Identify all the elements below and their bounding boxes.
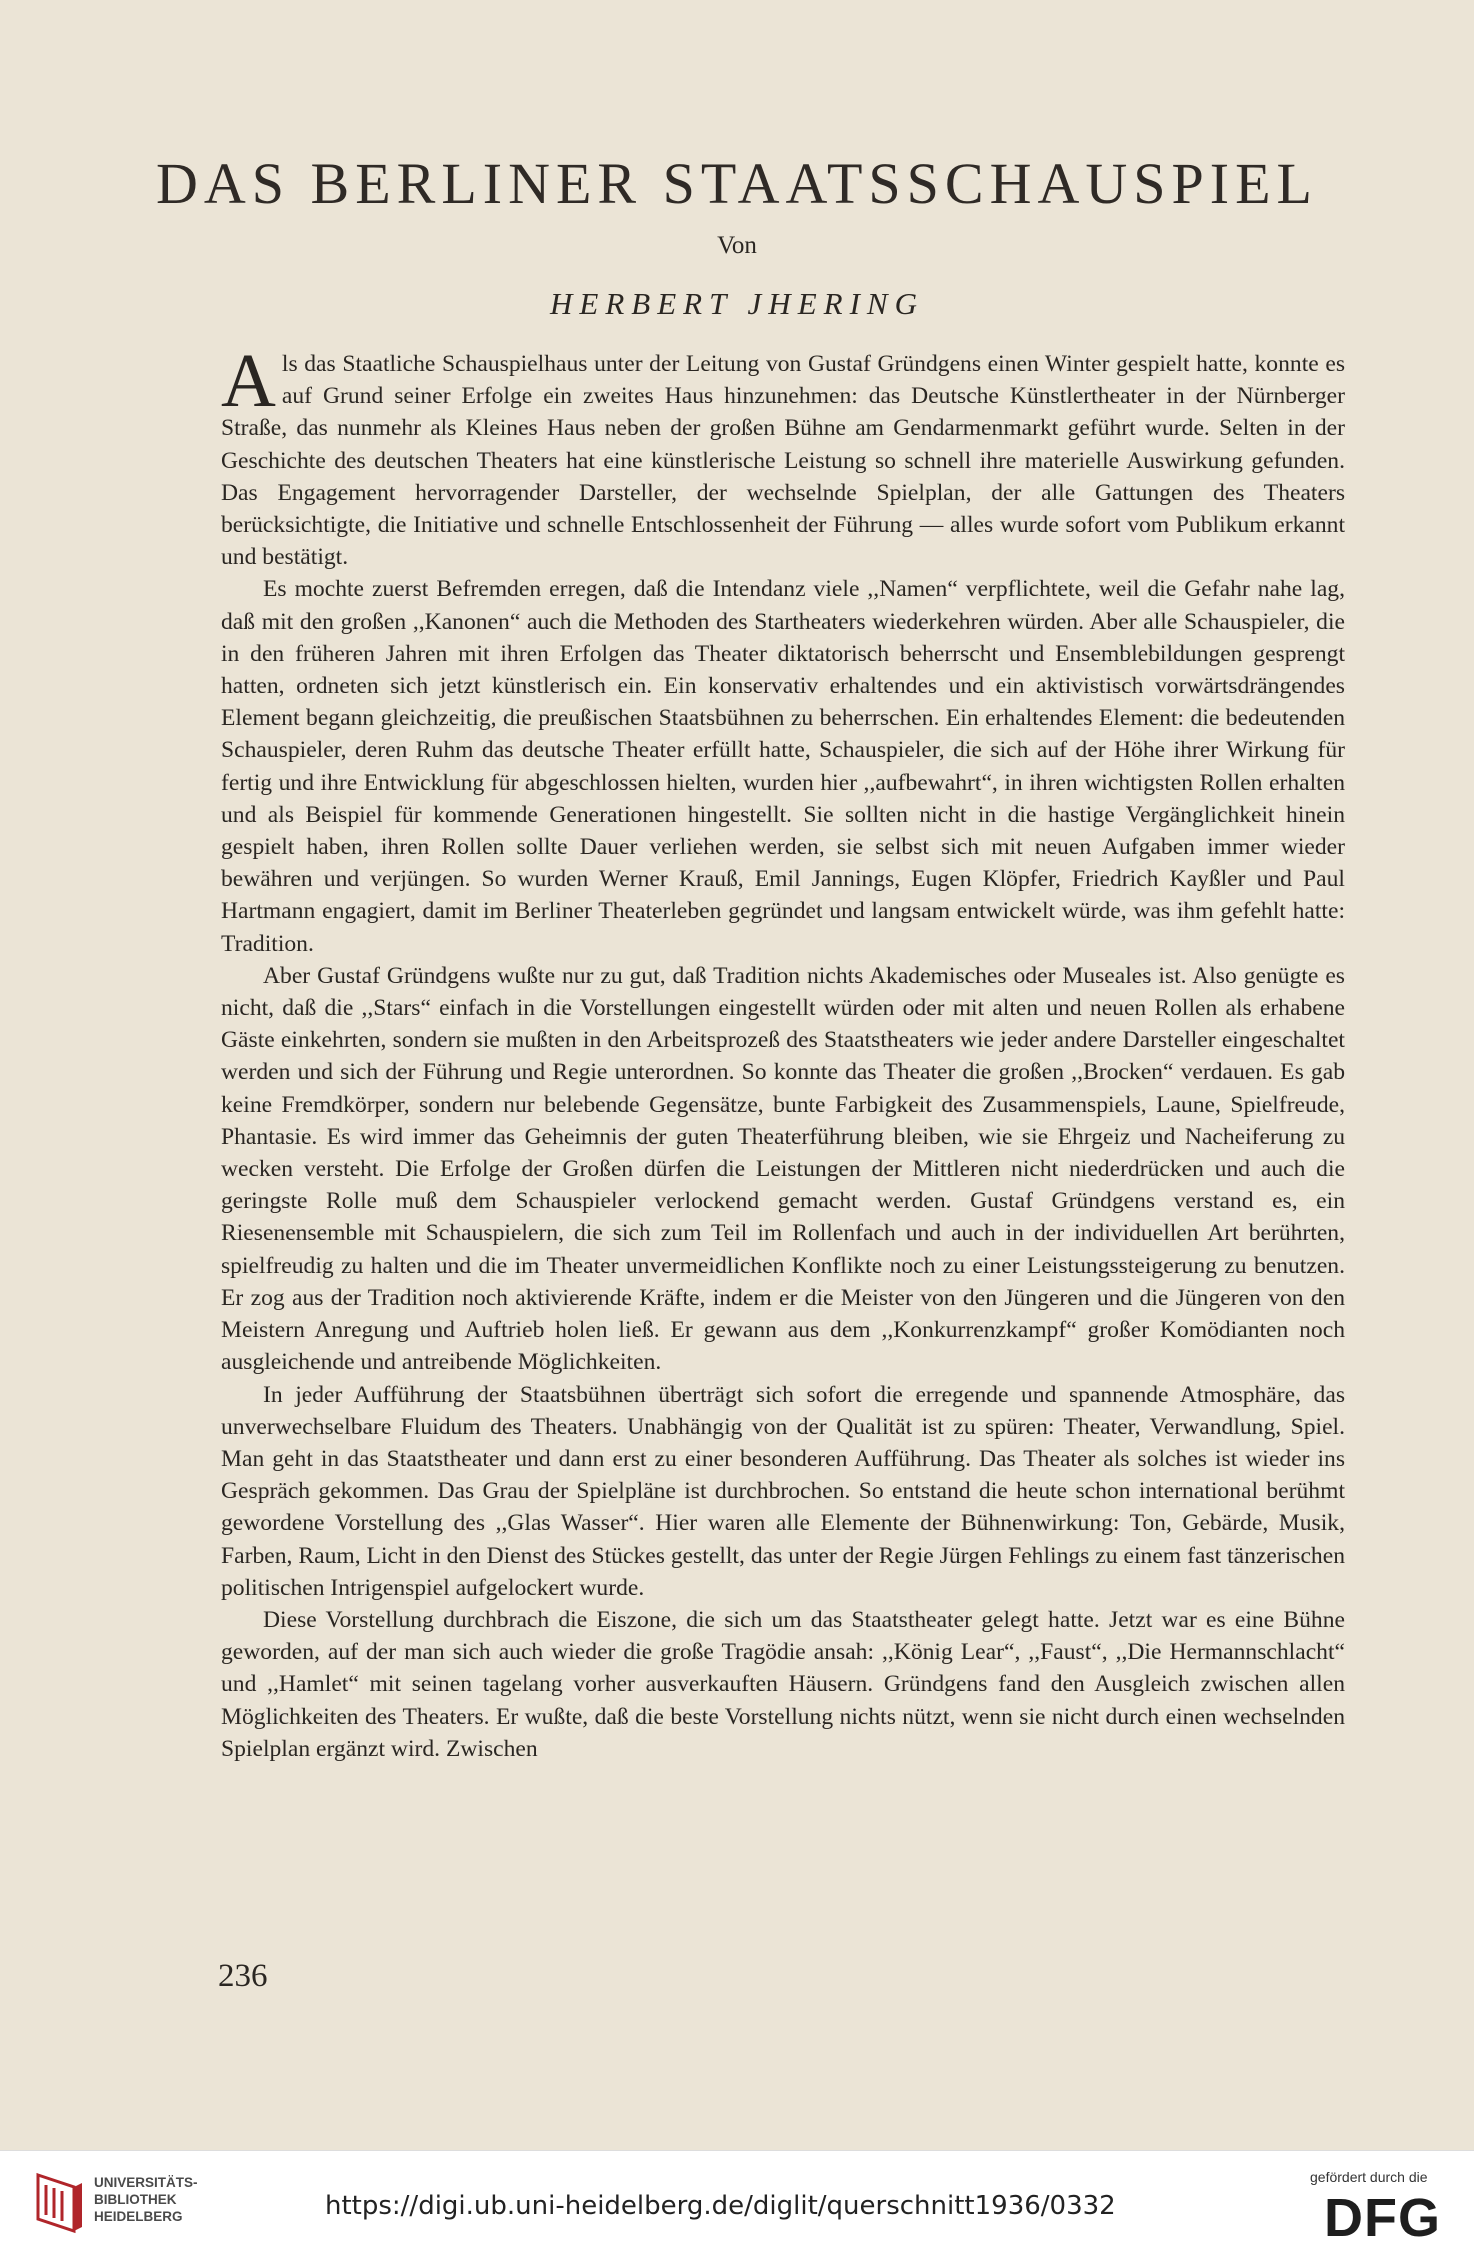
page-number: 236 <box>218 1958 268 1994</box>
permalink-url[interactable]: https://digi.ub.uni-heidelberg.de/diglit/querschnitt1936/0332 <box>325 2191 1116 2221</box>
dfg-logo[interactable]: DFG <box>1324 2188 1441 2248</box>
paragraph-2: Es mochte zuerst Befremden erregen, daß die Intendanz viele ,,Namen“ verpflichtete, weil die Gefahr nahe lag, daß mit den großen ,,Kanonen“ auch die Methoden des Startheaters wiederkehren würden. Aber alle Schauspieler, die in den früheren Jahren mit ihren Erfolgen das Theater diktatorisch beherrscht und Ensemblebildungen gesprengt hatten, ordneten sich jetzt künstlerisch ein. Ein konservativ erhaltendes und ein aktivistisch vorwärtsdrängendes Element begann gleichzeitig, die preußischen Staatsbühnen zu beherrschen. Ein erhaltendes Element: die bedeutenden Schauspieler, deren Ruhm das deutsche Theater erfüllt hatte, Schauspieler, die sich auf der Höhe ihrer Wirkung für fertig und ihre Entwicklung für abgeschlossen hielten, wurden hier ,,aufbewahrt“, in ihren wichtigsten Rollen erhalten und als Beispiel für kommende Generationen hingestellt. Sie sollten nicht in die hastige Vergänglichkeit hinein gespielt haben, ihren Rollen sollte Dauer verliehen werden, sie selbst sich mit neuen Aufgaben immer wieder bewähren und verjüngen. So wurden Werner Krauß, Emil Jannings, Eugen Klöpfer, Friedrich Kayßler und Paul Hartmann engagiert, damit im Berliner Theaterleben gegründet und langsam entwickelt würde, was ihm gefehlt hatte: Tradition. <box>221 576 1345 957</box>
paragraph-1-text: ls das Staatliche Schauspielhaus unter der Leitung von Gustaf Gründgens einen Winter gespielt hatte, konnte es auf Grund seiner Erfolge ein zweites Haus hinzunehmen: das Deutsche Künstlertheater in der Nürnberger Straße, das nunmehr als Kleines Haus neben der großen Bühne am Gendarmenmarkt geführt wurde. Selten in der Geschichte des deutschen Theaters hat eine künstlerische Leistung so schnell ihre materielle Auswirkung gefunden. Das Engagement hervorragender Darsteller, der wechselnde Spielplan, der alle Gattungen des Theaters berücksichtigte, die Initiative und schnelle Entschlossenheit der Führung — alles wurde sofort vom Publikum erkannt und bestätigt. <box>221 351 1345 571</box>
library-name <box>94 2174 198 2225</box>
article-body <box>221 339 1345 1765</box>
paragraph-5: Diese Vorstellung durchbrach die Eiszone, die sich um das Staatstheater gelegt hatte. Jetzt war es eine Bühne geworden, auf der man sich auch wieder die große Tragödie ansah: ,,König Lear“, ,,Faust“, ,,Die Hermannschlacht“ und ,,Hamlet“ mit seinen tagelang vorher ausverkauften Häusern. Gründgens fand den Ausgleich zwischen allen Möglichkeiten des Theaters. Er wußte, daß die beste Vorstellung nichts nützt, wenn sie nicht durch einen wechselnden Spielplan ergänzt wird. Zwischen <box>221 1606 1345 1762</box>
library-name-line-3: HEIDELBERG <box>94 2209 183 2224</box>
paragraph-4: In jeder Aufführung der Staatsbühnen überträgt sich sofort die erregende und spannende Atmosphäre, das unverwechselbare Fluidum des Theaters. Unabhängig von der Qualität ist zu spüren: Theater, Verwandlung, Spiel. Man geht in das Staatstheater und dann erst zu einer besonderen Aufführung. Das Theater als solches ist wieder ins Gespräch gekommen. Das Grau der Spielpläne ist durchbrochen. So entstand die heute schon international berühmt gewordene Vorstellung des ,,Glas Wasser“. Hier waren alle Elemente der Bühnenwirkung: Ton, Gebärde, Musik, Farben, Raum, Licht in den Dienst des Stückes gestellt, das unter der Regie Jürgen Fehlings zu einem fast tänzerischen politischen Intrigenspiel aufgelockert wurde. <box>221 1381 1345 1601</box>
paragraph-1 <box>221 339 1345 573</box>
funding-caption: gefördert durch die <box>1310 2169 1428 2185</box>
byline-prefix: Von <box>717 232 757 259</box>
library-name-line-2: BIBLIOTHEK <box>94 2192 177 2207</box>
paragraph-3: Aber Gustaf Gründgens wußte nur zu gut, daß Tradition nichts Akademisches oder Museales ist. Also genügte es nicht, daß die ,,Stars“ einfach in die Vorstellungen eingestellt würden oder mit alten und neuen Rollen als erhabene Gäste einkehrten, sondern sie mußten in den Arbeitsprozeß des Staatstheaters wie jeder andere Darsteller eingeschaltet werden und sich der Führung und Regie unterordnen. So konnte das Theater die großen ,,Brocken“ verdauen. Es gab keine Fremdkörper, sondern nur belebende Gegensätze, bunte Farbigkeit des Zusammenspiels, Laune, Spielfreude, Phantasie. Es wird immer das Geheimnis der guten Theaterführung bleiben, wie sie Ehrgeiz und Nacheiferung zu wecken versteht. Die Erfolge der Großen dürfen die Leistungen der Mittleren nicht niederdrücken und auch die geringste Rolle muß dem Schauspieler verlockend gemacht werden. Gustaf Gründgens verstand es, ein Riesenensemble mit Schauspielern, die sich zum Teil im Rollenfach und auch in der individuellen Art berührten, spielfreudig zu halten und die im Theater unvermeidlichen Konflikte noch zu einer Leistungssteigerung zu benutzen. Er zog aus der Tradition noch aktivierende Kräfte, indem er die Meister von den Jüngeren und die Jüngeren von den Meistern Anregung und Auftrieb holen ließ. Er gewann aus dem ,,Konkurrenzkampf“ großer Komödianten noch ausgleichende und antreibende Möglichkeiten. <box>221 962 1345 1376</box>
article-title: DAS BERLINER STAATSSCHAUSPIEL <box>156 151 1318 216</box>
drop-cap: A <box>221 339 276 423</box>
viewer-footer <box>0 2150 1474 2256</box>
ub-heidelberg-logo-icon[interactable] <box>34 2169 86 2235</box>
author-name: HERBERT JHERING <box>550 286 924 321</box>
library-name-line-1: UNIVERSITÄTS- <box>94 2175 198 2190</box>
